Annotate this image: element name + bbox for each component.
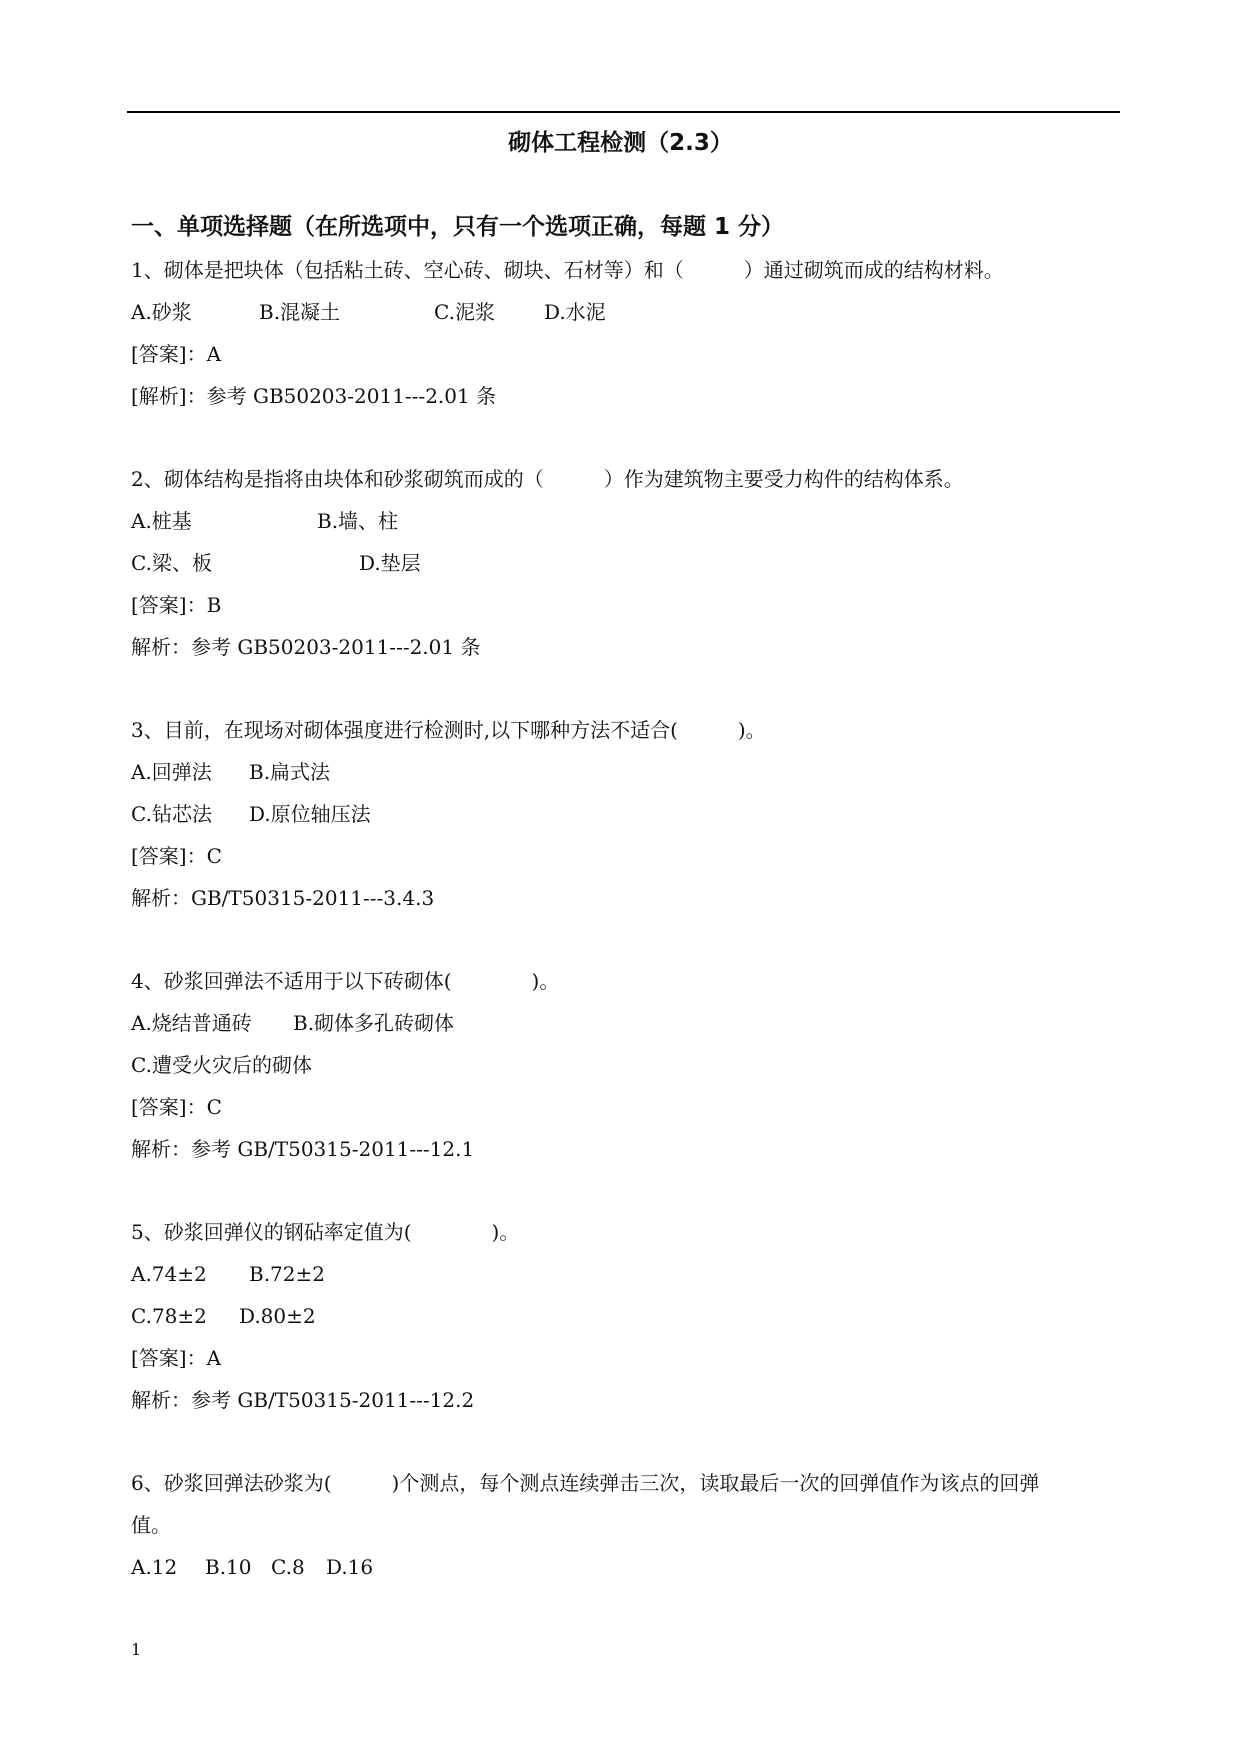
- question-3-options-row2: [131, 801, 731, 827]
- question-4-stem: 4、砂浆回弹法不适用于以下砖砌体( )。: [131, 969, 560, 993]
- option-d: D.垫层: [359, 551, 421, 575]
- option-a: A.砂浆: [131, 300, 192, 324]
- question-1-answer: [答案]：A: [131, 342, 222, 366]
- option-a: A.桩基: [131, 509, 192, 533]
- option-d: D.80±2: [239, 1304, 316, 1328]
- option-c: C.梁、板: [131, 551, 212, 575]
- question-3-stem: 3、目前，在现场对砌体强度进行检测时,以下哪种方法不适合( )。: [131, 718, 766, 742]
- question-5-options-row1: [131, 1261, 731, 1287]
- option-d: D.原位轴压法: [249, 802, 371, 826]
- question-2-answer: [答案]：B: [131, 593, 222, 617]
- question-5-analysis: 解析：参考 GB/T50315-2011---12.2: [131, 1388, 475, 1412]
- option-a: A.74±2: [131, 1262, 207, 1286]
- question-4-answer: [答案]：C: [131, 1095, 222, 1119]
- option-c: C.泥浆: [434, 300, 495, 324]
- question-2-options-row2: [131, 550, 731, 576]
- question-1-stem: 1、砌体是把块体（包括粘土砖、空心砖、砌块、石材等）和（ ）通过砌筑而成的结构材料。: [131, 258, 1004, 282]
- question-3-options-row1: [131, 759, 731, 785]
- option-b: B.墙、柱: [317, 509, 399, 533]
- option-b: B.72±2: [249, 1262, 325, 1286]
- question-4-option-c: C.遭受火灾后的砌体: [131, 1053, 312, 1077]
- question-1-options: [131, 299, 731, 325]
- option-a: A.12: [131, 1555, 178, 1579]
- option-b: B.混凝土: [259, 300, 341, 324]
- option-c: C.8: [271, 1555, 305, 1579]
- question-3-answer: [答案]：C: [131, 844, 222, 868]
- question-5-stem: 5、砂浆回弹仪的钢砧率定值为( )。: [131, 1220, 520, 1244]
- question-2-analysis: 解析：参考 GB50203-2011---2.01 条: [131, 635, 481, 659]
- question-6-stem-line1: 6、砂浆回弹法砂浆为( )个测点，每个测点连续弹击三次，读取最后一次的回弹值作为该点的回弹: [131, 1471, 1040, 1495]
- question-6-options: [131, 1554, 731, 1580]
- section-heading: 一、单项选择题（在所选项中，只有一个选项正确，每题 1 分）: [131, 214, 785, 240]
- option-c: C.78±2: [131, 1304, 207, 1328]
- option-c: C.钻芯法: [131, 802, 212, 826]
- question-4-options-row1: [131, 1010, 731, 1036]
- question-3-analysis: 解析：GB/T50315-2011---3.4.3: [131, 886, 435, 910]
- document-title: 砌体工程检测（2.3）: [508, 130, 733, 156]
- question-1-analysis: [解析]：参考 GB50203-2011---2.01 条: [131, 384, 497, 408]
- option-b: B.10: [205, 1555, 252, 1579]
- question-2-stem: 2、砌体结构是指将由块体和砂浆砌筑而成的（ ）作为建筑物主要受力构件的结构体系。: [131, 467, 964, 491]
- page-number: 1: [131, 1640, 142, 1659]
- option-d: D.水泥: [544, 300, 606, 324]
- option-d: D.16: [326, 1555, 374, 1579]
- header-rule: [127, 111, 1120, 113]
- question-5-answer: [答案]：A: [131, 1346, 222, 1370]
- question-2-options-row1: [131, 508, 731, 534]
- option-b: B.砌体多孔砖砌体: [293, 1011, 455, 1035]
- option-a: A.烧结普通砖: [131, 1011, 252, 1035]
- option-b: B.扁式法: [249, 760, 331, 784]
- option-a: A.回弹法: [131, 760, 212, 784]
- question-4-analysis: 解析：参考 GB/T50315-2011---12.1: [131, 1137, 475, 1161]
- question-5-options-row2: [131, 1303, 731, 1329]
- question-6-stem-line2: 值。: [131, 1513, 171, 1537]
